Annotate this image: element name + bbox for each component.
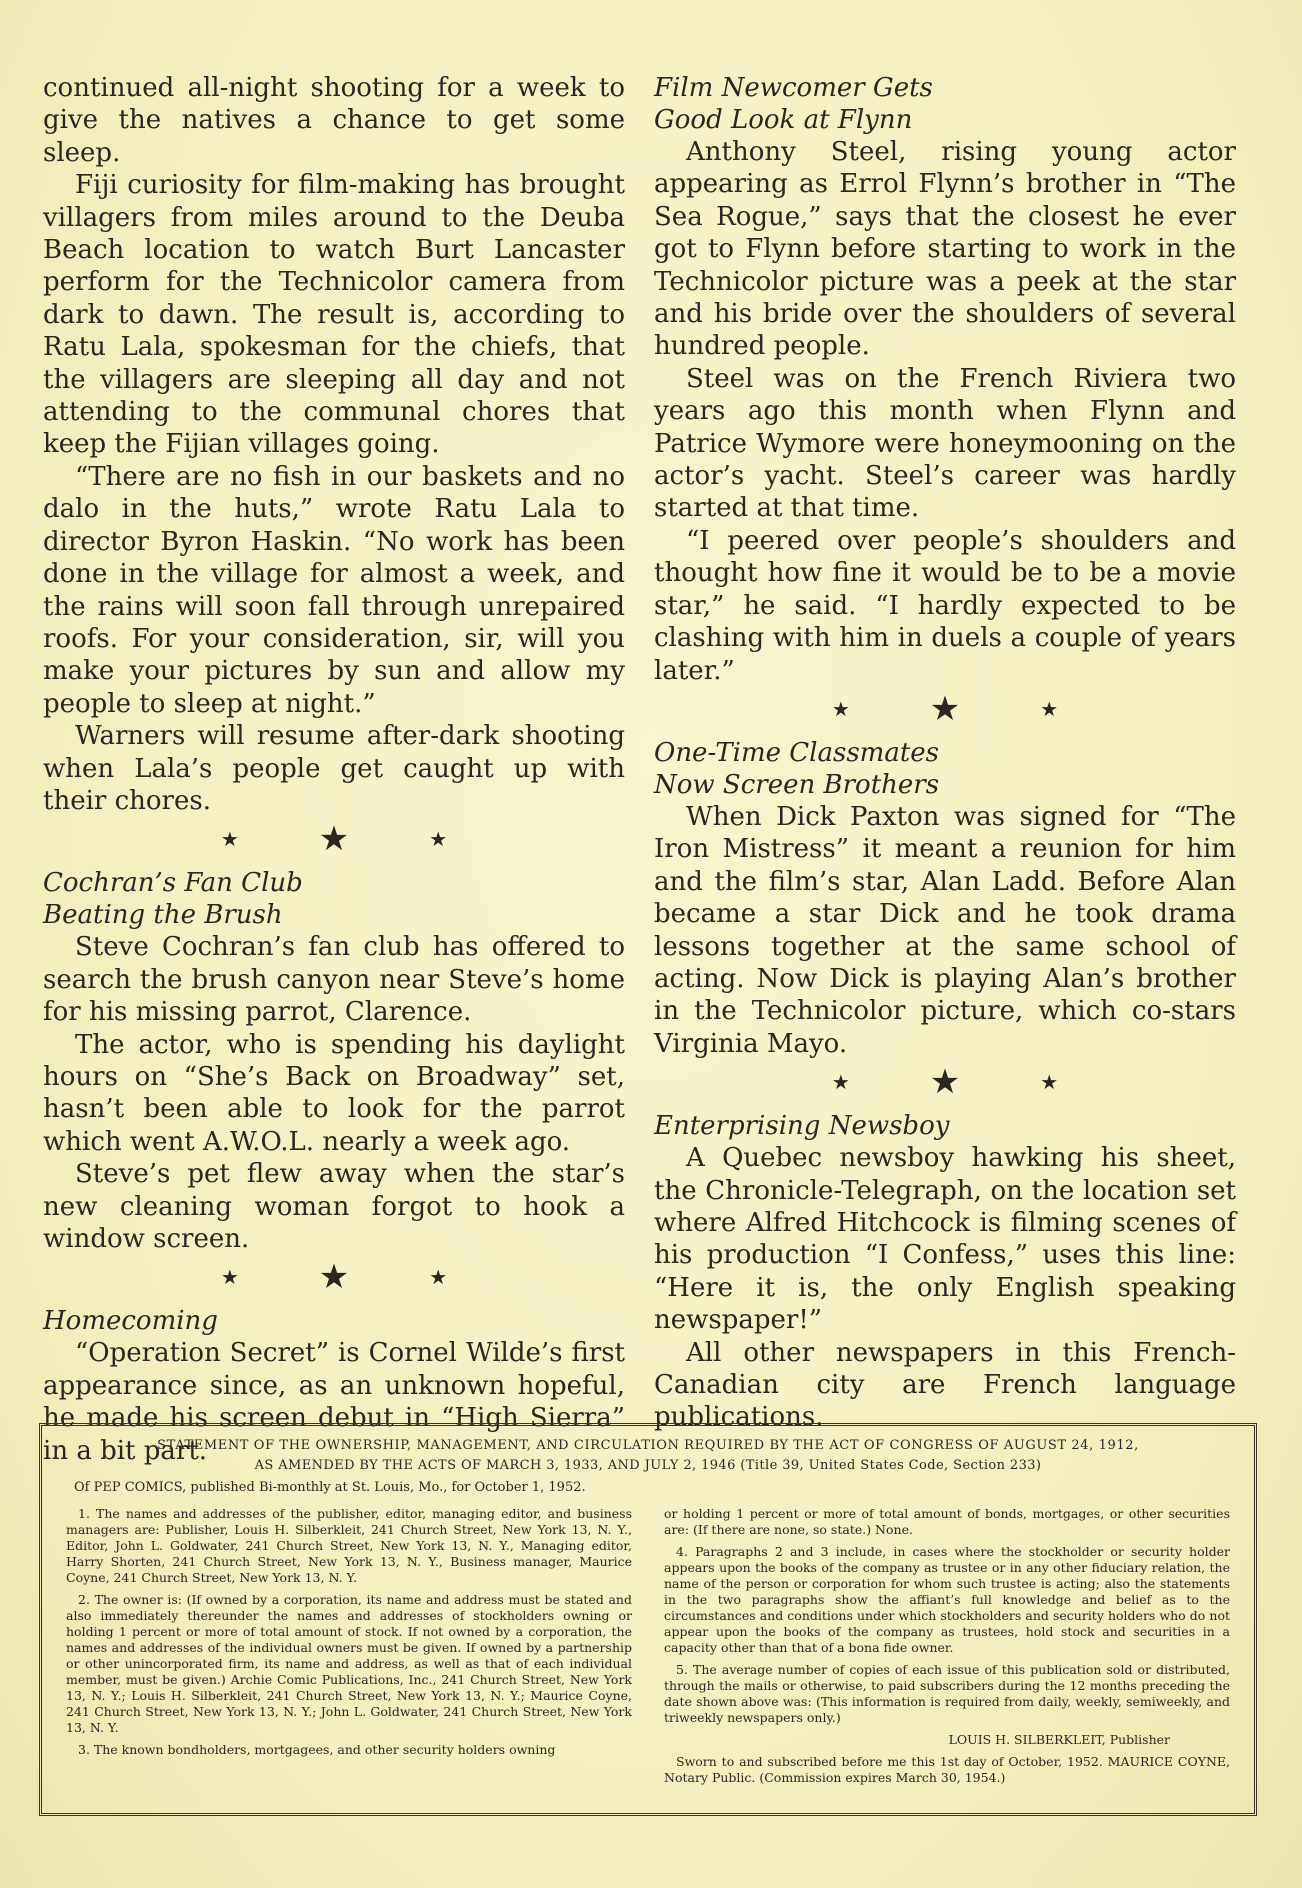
statement-item: 4. Paragraphs 2 and 3 include, in cases where the stockholder or security holder appears upon the books of the company as trustee or in any other fiduciary relation, the name of the person or corporation for whom such trustee is acting; also the statements in the two paragraphs show the affiant’s full knowledge and belief as to the circumstances and conditions under which stockholders and security holders who do not appear upon the books of the company as trustees, hold stock and securities in a capacity other than that of a bona fide owner. [664,1544,1230,1655]
star-icon: ★ [929,688,961,729]
star-icon: ★ [831,696,850,721]
section-heading: Good Look at Flynn [654,105,913,135]
star-icon: ★ [1040,696,1059,721]
section-heading: One-Time Classmates [654,737,939,768]
section-heading: Homecoming [43,1306,218,1337]
statement-item: 5. The average number of copies of each issue of this publication sold or distributed, through the mails or otherwise, to paid subscribers during the 12 months preceding the date shown above was: (This information is required from daily, weekly, semiweekly, and triweekly newspapers only.) [664,1662,1230,1725]
star-icon: ★ [929,1061,961,1102]
section-heading: Film Newcomer Gets [654,73,933,103]
section-heading: Beating the Brush [43,900,283,931]
star-icon: ★ [831,1069,850,1094]
article-paragraph: Steve Cochran’s fan club has offered to search the brush canyon near Steve’s home for his missing parrot, Clarence. [43,932,625,1028]
star-icon: ★ [429,827,448,852]
statement-sworn: Sworn to and subscribed before me this 1st day of October, 1952. MAURICE COYNE, Notary Public. (Commission expires March 30, 1954.) [664,1754,1230,1785]
article-paragraph: “Operation Secret” is Cornel Wilde’s first appearance since, as an unknown hopeful, he made his screen debut in “High Sierra” in a bit part. [43,1338,625,1466]
article-paragraph: All other newspapers in this French-Canadian city are French language publications. [654,1337,1236,1433]
article-paragraph: Steve’s pet flew away when the star’s new cleaning woman forgot to hook a window screen. [43,1159,625,1254]
section-heading: Now Screen Brothers [654,769,940,800]
article-paragraph: The actor, who is spending his daylight hours on “She’s Back on Broadway” set, hasn’t been able to look for the parrot which went A.W.O.L. nearly a week ago. [43,1029,625,1157]
star-divider [654,1061,1236,1102]
statement-item: 2. The owner is: (If owned by a corporation, its name and address must be stated and also immediately thereunder the names and addresses of stockholders owning or holding 1 percent or more of total amount of stock. If not owned by a corporation, the names and addresses of the individual owners must be given. If owned by a partnership or other unincorporated firm, its name and address, as well as that of each individual member, must be given.) Archie Comic Publications, Inc., 241 Church Street, New York 13, N. Y.; Louis H. Silberkleit, 241 Church Street, New York 13, N. Y.; Maurice Coyne, 241 Church Street, New York 13, N. Y.; John L. Goldwater, 241 Church Street, New York 13, N. Y. [66,1592,632,1735]
statement-columns [66,1506,1230,1792]
article-paragraph: Anthony Steel, rising young actor appearing as Errol Flynn’s brother in “The Sea Rogue,” says that the closest he ever got to Flynn before starting to work in the Technicolor picture was a peek at the star and his bride over the shoulders of several hundred people. [654,137,1236,362]
ownership-statement-box [39,1423,1257,1816]
statement-left-column [66,1506,632,1792]
article-paragraph: A Quebec newsboy hawking his sheet, the Chronicle-Telegraph, on the location set where Alfred Hitchcock is filming scenes of his production “I Confess,” uses this line: “Here it is, the only English speaking newspaper!” [654,1143,1236,1336]
star-icon: ★ [318,819,350,860]
star-divider [654,688,1236,729]
article-paragraph: When Dick Paxton was signed for “The Iron Mistress” it meant a reunion for him and the film’s star, Alan Ladd. Before Alan became a star Dick and he took drama lessons together at the same school of acting. Now Dick is playing Alan’s brother in the Technicolor picture, which co-stars Virginia Mayo. [654,801,1236,1059]
article-paragraph: Warners will resume after-dark shooting when Lala’s people get caught up with their chores. [43,721,625,816]
left-column [43,72,625,1467]
star-icon: ★ [429,1265,448,1290]
star-icon: ★ [220,827,239,852]
statement-signature: LOUIS H. SILBERKLEIT, Publisher [948,1732,1170,1747]
star-divider [43,1257,625,1298]
statement-subtitle: AS AMENDED BY THE ACTS OF MARCH 3, 1933, AND JULY 2, 1946 (Title 39, United States Code, Section 233) [254,1458,1042,1473]
article-paragraph: continued all-night shooting for a week to give the natives a chance to get some sleep. [43,73,625,168]
statement-right-column [664,1506,1230,1792]
star-icon: ★ [220,1265,239,1290]
statement-item: or holding 1 percent or more of total amount of bonds, mortgages, or other securities are: (If there are none, so state.) None. [664,1506,1230,1537]
statement-item: 1. The names and addresses of the publisher, editor, managing editor, and business managers are: Publisher, Louis H. Silberkleit, 241 Church Street, New York 13, N. Y., Editor, John L. Goldwater, 241 Church Street, New York 13, N. Y., Managing editor, Harry Shorten, 241 Church Street, New York 13, N. Y., Business manager, Maurice Coyne, 241 Church Street, New York 13, N. Y. [66,1506,632,1585]
article-paragraph: “There are no fish in our baskets and no dalo in the huts,” wrote Ratu Lala to director Byron Haskin. “No work has been done in the village for almost a week, and the rains will soon fall through unrepaired roofs. For your consideration, sir, will you make your pictures by sun and allow my people to sleep at night.” [43,461,625,719]
section-heading: Cochran’s Fan Club [43,868,303,899]
article-paragraph: “I peered over people’s shoulders and thought how fine it would be to be a movie star,” he said. “I hardly expected to be clashing with him in duels a couple of years later.” [654,525,1236,686]
star-icon: ★ [318,1257,350,1298]
statement-publication-line: Of PEP COMICS, published Bi-monthly at St. Louis, Mo., for October 1, 1952. [74,1480,586,1495]
star-divider [43,819,625,860]
statement-item: 3. The known bondholders, mortgagees, and other security holders owning [78,1742,556,1757]
statement-title: STATEMENT OF THE OWNERSHIP, MANAGEMENT, AND CIRCULATION REQUIRED BY THE ACT OF CONGRESS OF AUGUST 24, 1912, [157,1438,1139,1453]
article-paragraph: Steel was on the French Riviera two years ago this month when Flynn and Patrice Wymore were honeymooning on the actor’s yacht. Steel’s career was hardly started at that time. [654,363,1236,524]
star-icon: ★ [1040,1069,1059,1094]
section-heading: Enterprising Newsboy [654,1111,950,1142]
right-column [654,72,1236,1434]
article-paragraph: Fiji curiosity for film-making has brought villagers from miles around to the Deuba Beach location to watch Burt Lancaster perform for the Technicolor camera from dark to dawn. The result is, according to Ratu Lala, spokesman for the chiefs, that the villagers are sleeping all day and not attending to the communal chores that keep the Fijian villages going. [43,170,625,460]
